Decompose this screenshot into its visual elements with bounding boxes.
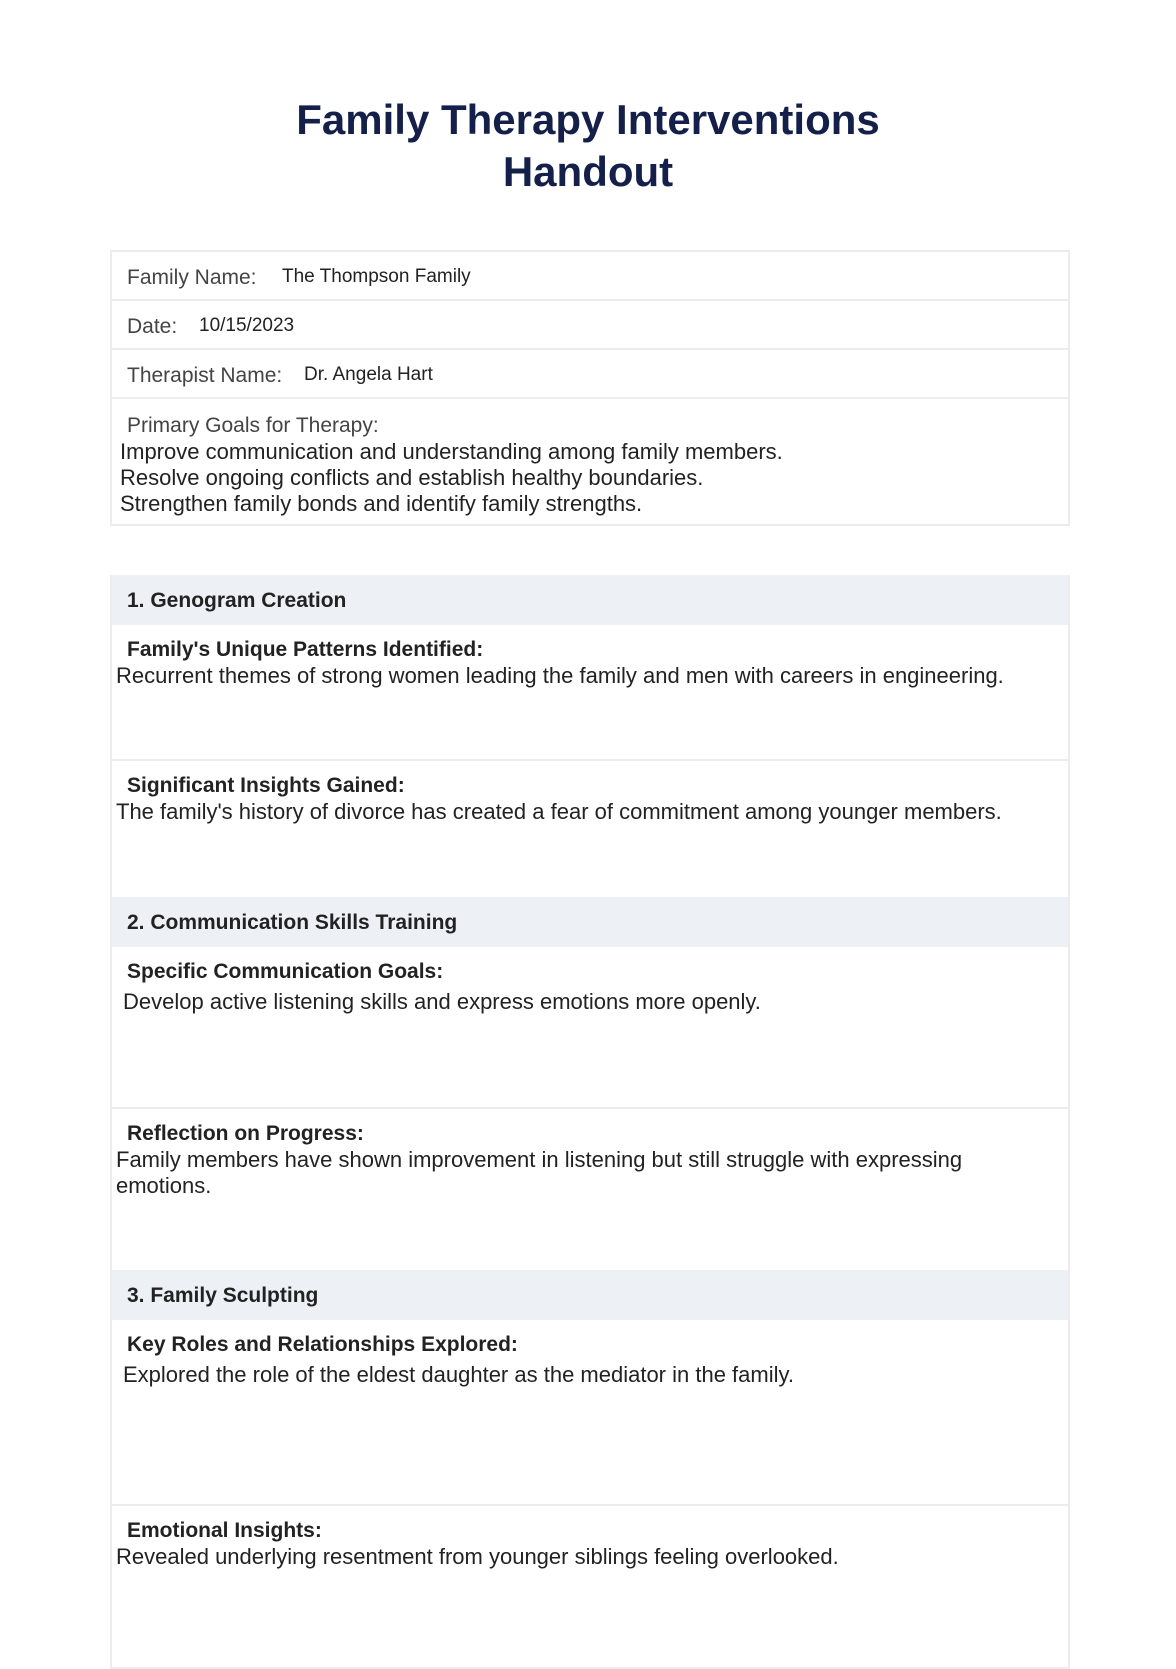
field-label: Family's Unique Patterns Identified: (127, 638, 484, 661)
field-text: Recurrent themes of strong women leading the family and men with careers in engineering. (116, 663, 1004, 688)
goals-row (112, 399, 1068, 524)
field-text: Explored the role of the eldest daughter as the mediator in the family. (123, 1362, 794, 1387)
info-table (110, 250, 1070, 526)
page-title (0, 94, 1176, 198)
date-value: 10/15/2023 (199, 315, 295, 336)
field-text: The family's history of divorce has created a fear of commitment among younger members. (116, 799, 1002, 824)
field-emotional-insights (112, 1518, 1068, 1667)
family-name-value: The Thompson Family (282, 266, 471, 287)
date-row (112, 301, 1068, 350)
field-label: Reflection on Progress: (127, 1122, 364, 1145)
field-key-roles (112, 1332, 1068, 1506)
therapist-value: Dr. Angela Hart (304, 364, 433, 385)
field-text: Family members have shown improvement in listening but still struggle with expressing emotions. (116, 1147, 963, 1198)
interventions-table (110, 575, 1070, 1669)
field-label: Significant Insights Gained: (127, 774, 405, 797)
section-heading-communication: 2. Communication Skills Training (112, 897, 1068, 947)
title-line-1: Family Therapy Interventions (296, 96, 880, 143)
date-label: Date: (127, 315, 178, 338)
title-line-2: Handout (502, 148, 674, 195)
goal-item: Improve communication and understanding among family members. (120, 439, 783, 464)
field-unique-patterns (112, 637, 1068, 761)
goal-item: Resolve ongoing conflicts and establish healthy boundaries. (120, 465, 704, 490)
family-name-row (112, 252, 1068, 301)
goal-item: Strengthen family bonds and identify family strengths. (120, 491, 643, 516)
field-text: Develop active listening skills and express emotions more openly. (123, 989, 761, 1014)
goals-label: Primary Goals for Therapy: (127, 414, 379, 437)
field-communication-goals (112, 959, 1068, 1109)
field-insights-gained (112, 773, 1068, 897)
field-reflection-progress (112, 1121, 1068, 1270)
therapist-row (112, 350, 1068, 399)
section-heading-sculpting: 3. Family Sculpting (112, 1270, 1068, 1320)
field-text: Revealed underlying resentment from younger siblings feeling overlooked. (116, 1544, 839, 1569)
family-name-label: Family Name: (127, 266, 257, 289)
field-label: Specific Communication Goals: (127, 960, 444, 983)
section-heading-genogram: 1. Genogram Creation (112, 575, 1068, 625)
field-label: Key Roles and Relationships Explored: (127, 1333, 518, 1356)
therapist-label: Therapist Name: (127, 364, 283, 387)
field-label: Emotional Insights: (127, 1519, 322, 1542)
